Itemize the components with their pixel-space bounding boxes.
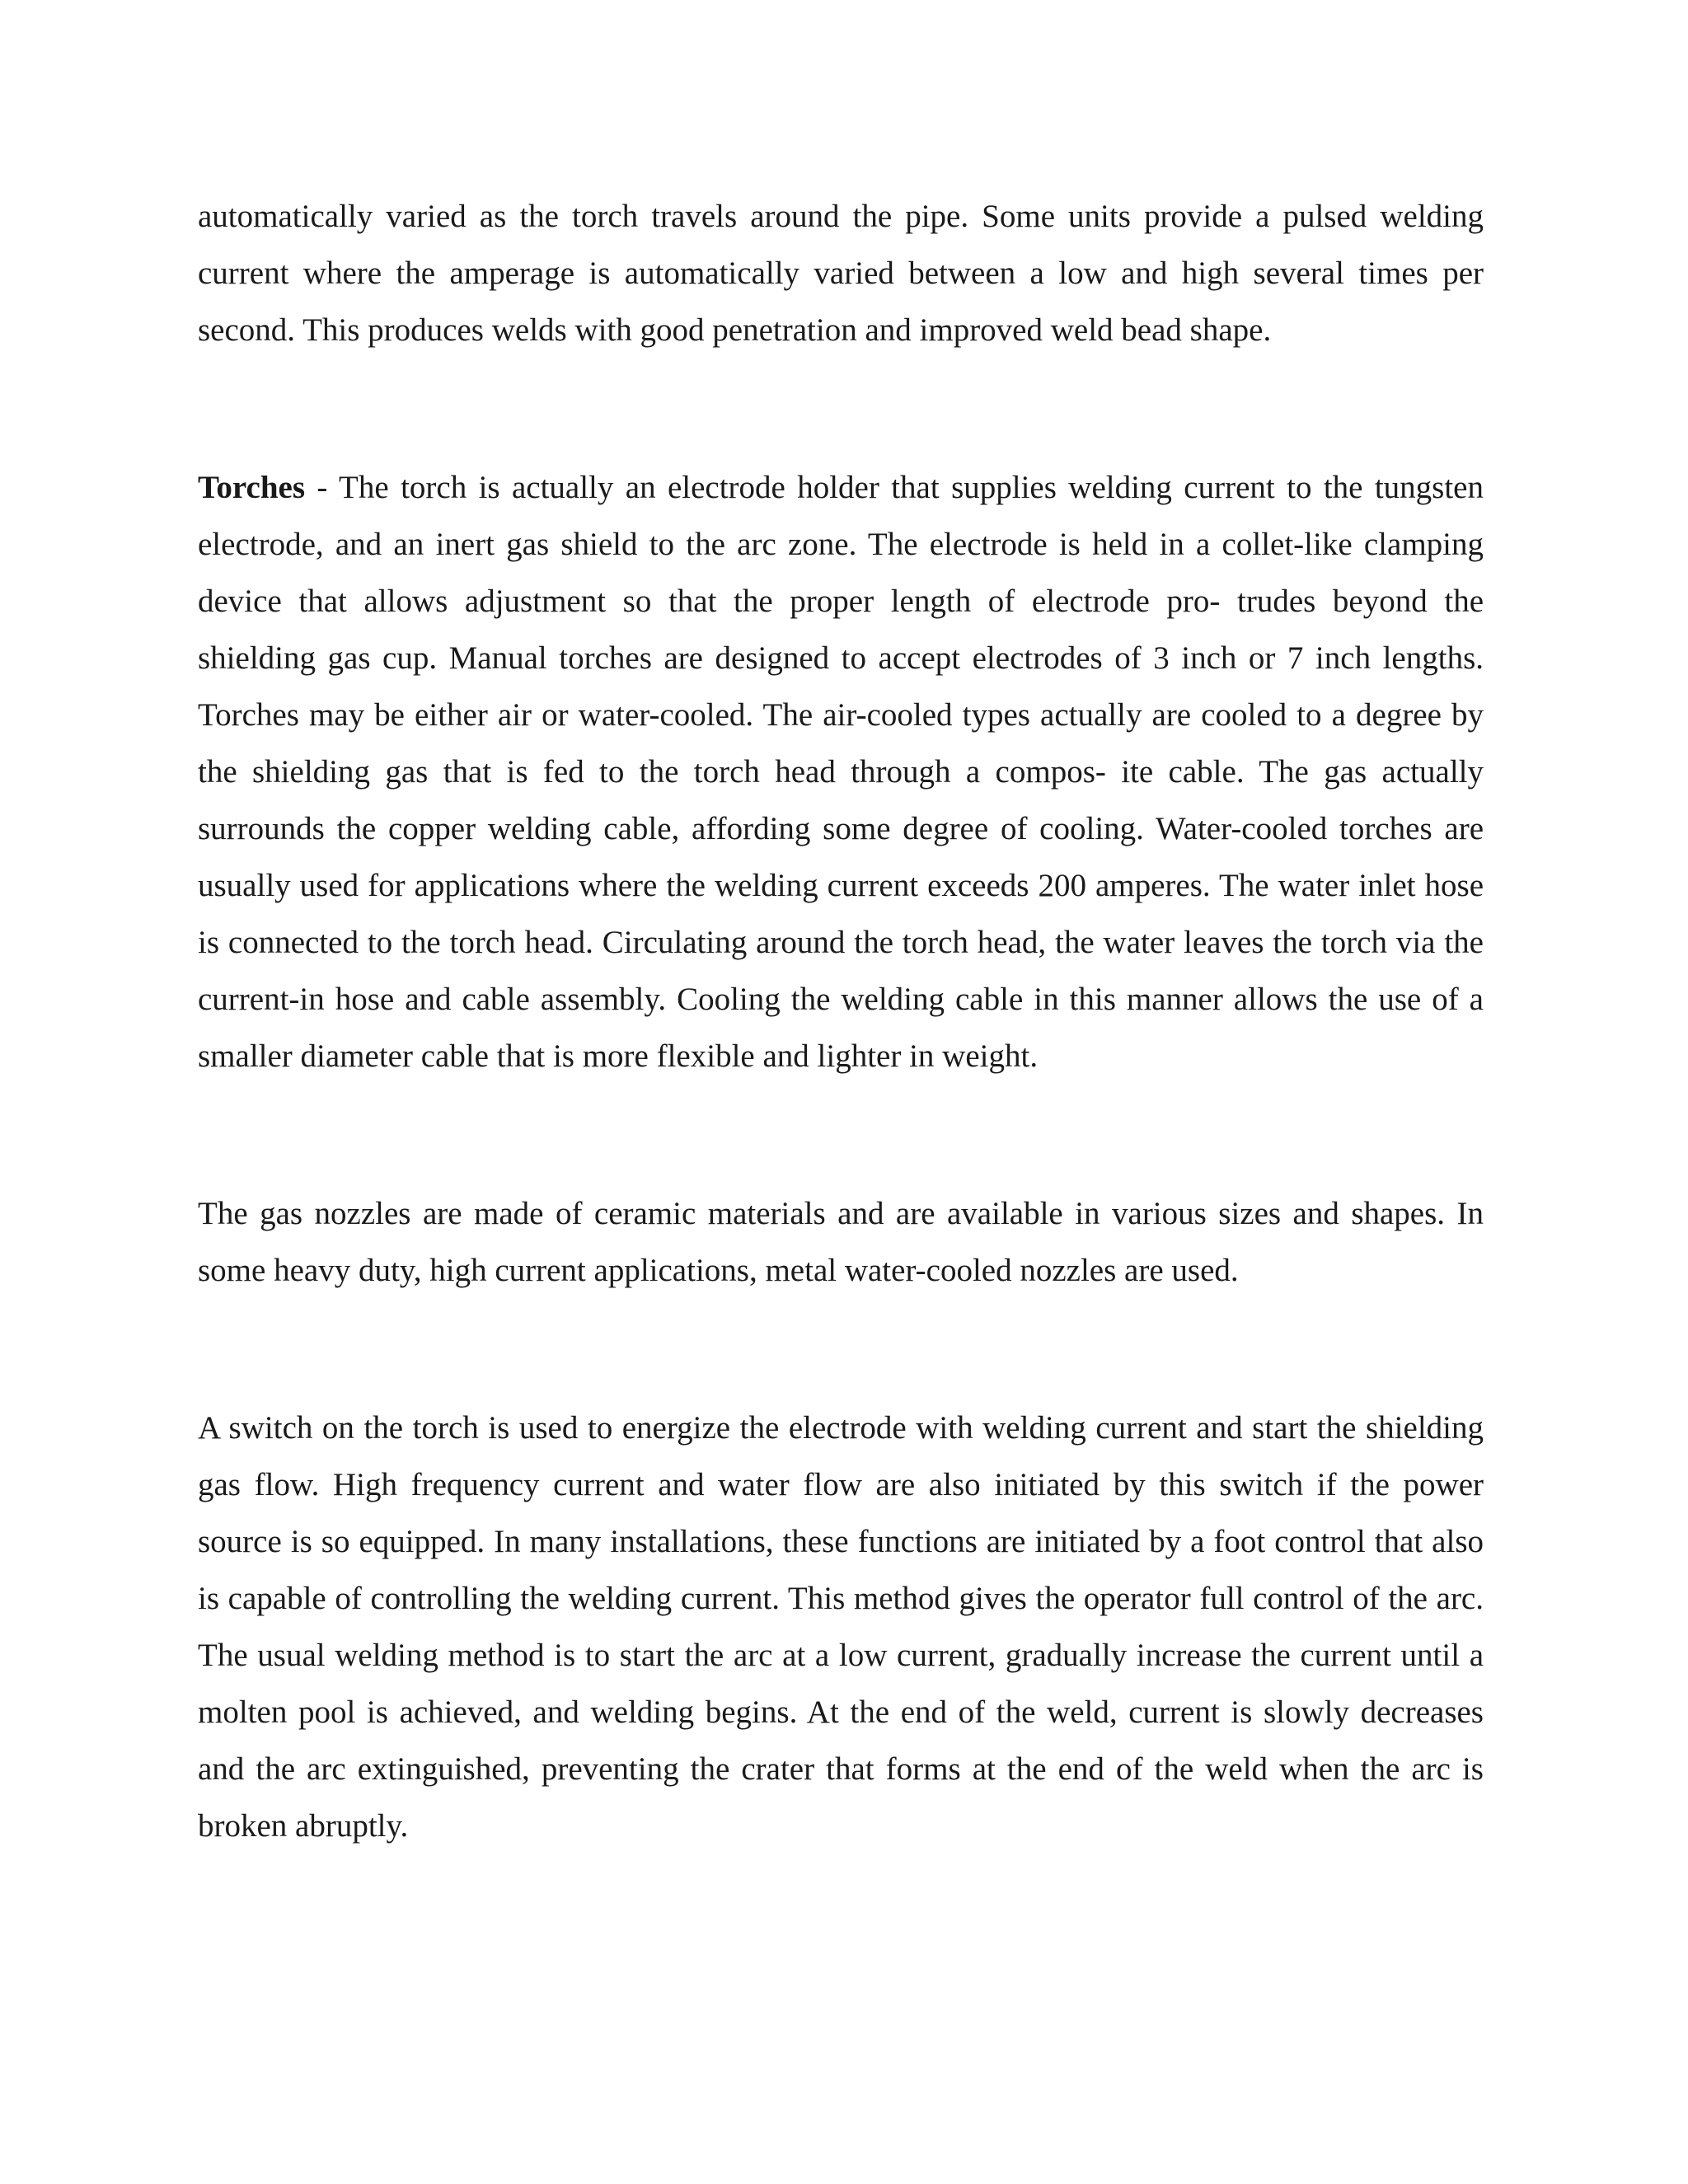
paragraph-text: - The torch is actually an electrode holder that supplies welding current to the tungsten electrode, and an inert gas shield to the arc zone. The electrode is held in a collet-like clamping device that allows adjustment so that the proper length of electrode pro- trudes beyond the shielding gas cup. Manual torches are designed to accept electrodes of 3 inch or 7 inch lengths. Torches may be either air or water-cooled. The air-cooled types actually are cooled to a degree by the shielding gas that is fed to the torch head through a compos- ite cable. The gas actually surrounds the copper welding cable, affording some degree of cooling. Water-cooled torches are usually used for applications where the welding current exceeds 200 amperes. The water inlet hose is connected to the torch head. Circulating around the torch head, the water leaves the torch via the current-in hose and cable assembly. Cooling the welding cable in this manner allows the use of a smaller diameter cable that is more flexible and lighter in weight. [198,470,1484,1074]
paragraph-torch-switch [198,1399,1484,1854]
paragraph-spacer [198,359,1484,459]
document-page [198,188,1484,1854]
paragraph-spacer [198,1299,1484,1399]
paragraph-text: A switch on the torch is used to energize the electrode with welding current and start the shielding gas flow. High frequency current and water flow are also initiated by this switch if the power source is so equipped. In many installations, these functions are initiated by a foot control that also is capable of controlling the welding current. This method gives the operator full control of the arc. The usual welding method is to start the arc at a low current, gradually increase the current until a molten pool is achieved, and welding begins. At the end of the weld, current is slowly decreases and the arc extinguished, preventing the crater that forms at the end of the weld when the arc is broken abruptly. [198,1410,1484,1844]
paragraph-text: automatically varied as the torch travels around the pipe. Some units provide a pulsed welding current where the amperage is automatically varied between a low and high several times per second. This produces welds with good penetration and improved weld bead shape. [198,199,1484,348]
paragraph-spacer [198,1085,1484,1185]
paragraph-gas-nozzles [198,1185,1484,1299]
paragraph-text: The gas nozzles are made of ceramic materials and are available in various sizes and shapes. In some heavy duty, high current applications, metal water-cooled nozzles are used. [198,1196,1484,1288]
paragraph-torches [198,459,1484,1085]
paragraph-heading-torches: Torches [198,470,306,505]
paragraph-pulsed-current [198,188,1484,359]
